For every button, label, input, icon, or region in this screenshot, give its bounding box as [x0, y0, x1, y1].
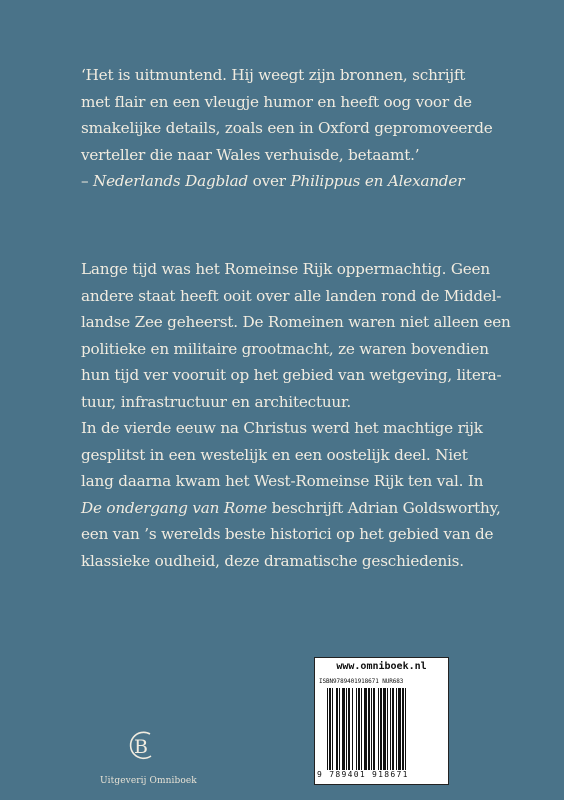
attribution-source: Nederlands Dagblad: [93, 172, 249, 190]
barcode-bar: [378, 688, 379, 770]
barcode-bar: [371, 688, 372, 770]
barcode-bar: [336, 688, 338, 770]
barcode-digits: 9 789401 918671: [317, 770, 409, 779]
barcode: [314, 657, 449, 785]
blurb-line: gesplitst in een westelijk en een oostelijk deel. Niet: [81, 445, 468, 464]
publisher-logo: [100, 726, 200, 786]
barcode-bar: [396, 688, 397, 770]
book-description: [81, 256, 551, 574]
barcode-bar: [373, 688, 375, 770]
quote-line: ‘Het is uitmuntend. Hij weegt zijn bronnen, schrijft: [81, 66, 466, 84]
blurb-line: klassieke oudheid, deze dramatische geschiedenis.: [81, 551, 464, 570]
blurb-line: Lange tijd was het Romeinse Rijk oppermachtig. Geen: [81, 260, 490, 278]
barcode-bar: [390, 688, 391, 770]
publisher-url: www.omniboek.nl: [336, 661, 427, 672]
isbn-text: ISBN9789401918671 NUR683: [319, 678, 404, 685]
barcode-bar: [342, 688, 345, 770]
barcode-bar: [364, 688, 367, 770]
quote-attribution: – Nederlands Dagblad over Philippus en Alexander: [81, 172, 465, 190]
blurb-line: lang daarna kwam het West-Romeinse Rijk ten val. In: [81, 472, 484, 490]
barcode-bar: [392, 688, 394, 770]
barcode-bar: [346, 688, 347, 770]
barcode-bar: [405, 688, 406, 770]
quote-line: verteller die naar Wales verhuisde, betaamt.’: [81, 145, 420, 164]
barcode-bar: [380, 688, 382, 770]
quote-line: met flair en een vleugje humor en heeft oog voor de: [81, 92, 472, 111]
blurb-line: een van ’s werelds beste historici op het gebied van de: [81, 525, 494, 543]
barcode-bar: [358, 688, 360, 770]
attribution-title: Philippus en Alexander: [290, 172, 465, 190]
barcode-bar: [368, 688, 370, 770]
omniboek-logo-icon: [124, 726, 158, 766]
barcode-bar: [398, 688, 401, 770]
blurb-line: hun tijd ver vooruit op het gebied van wetgeving, litera-: [81, 366, 502, 384]
barcode-bar: [383, 688, 386, 770]
barcode-bars-icon: [327, 688, 439, 770]
blurb-line: tuur, infrastructuur en architectuur.: [81, 392, 352, 411]
barcode-bar: [387, 688, 388, 770]
quote-line: smakelijke details, zoals een in Oxford gepromoveerde: [81, 119, 493, 137]
blurb-line: andere staat heeft ooit over alle landen rond de Middel-: [81, 286, 502, 305]
logo-letter: B: [134, 736, 148, 758]
book-title: De ondergang van Rome: [81, 498, 268, 517]
barcode-bar: [356, 688, 357, 770]
barcode-bar: [361, 688, 362, 770]
barcode-bar: [332, 688, 333, 770]
review-quote: [81, 62, 551, 195]
barcode-bar: [329, 688, 331, 770]
blurb-line: landse Zee geheerst. De Romeinen waren niet alleen een: [81, 313, 511, 331]
blurb-line: politieke en militaire grootmacht, ze waren bovendien: [81, 339, 489, 358]
barcode-bar: [352, 688, 353, 770]
publisher-name: Uitgeverij Omniboek: [100, 776, 197, 786]
barcode-bar: [339, 688, 340, 770]
blurb-line: De ondergang van Rome beschrijft Adrian Goldsworthy,: [81, 498, 501, 517]
barcode-bar: [348, 688, 350, 770]
barcode-bar: [327, 688, 328, 770]
barcode-bar: [402, 688, 404, 770]
blurb-line: In de vierde eeuw na Christus werd het machtige rijk: [81, 419, 483, 437]
